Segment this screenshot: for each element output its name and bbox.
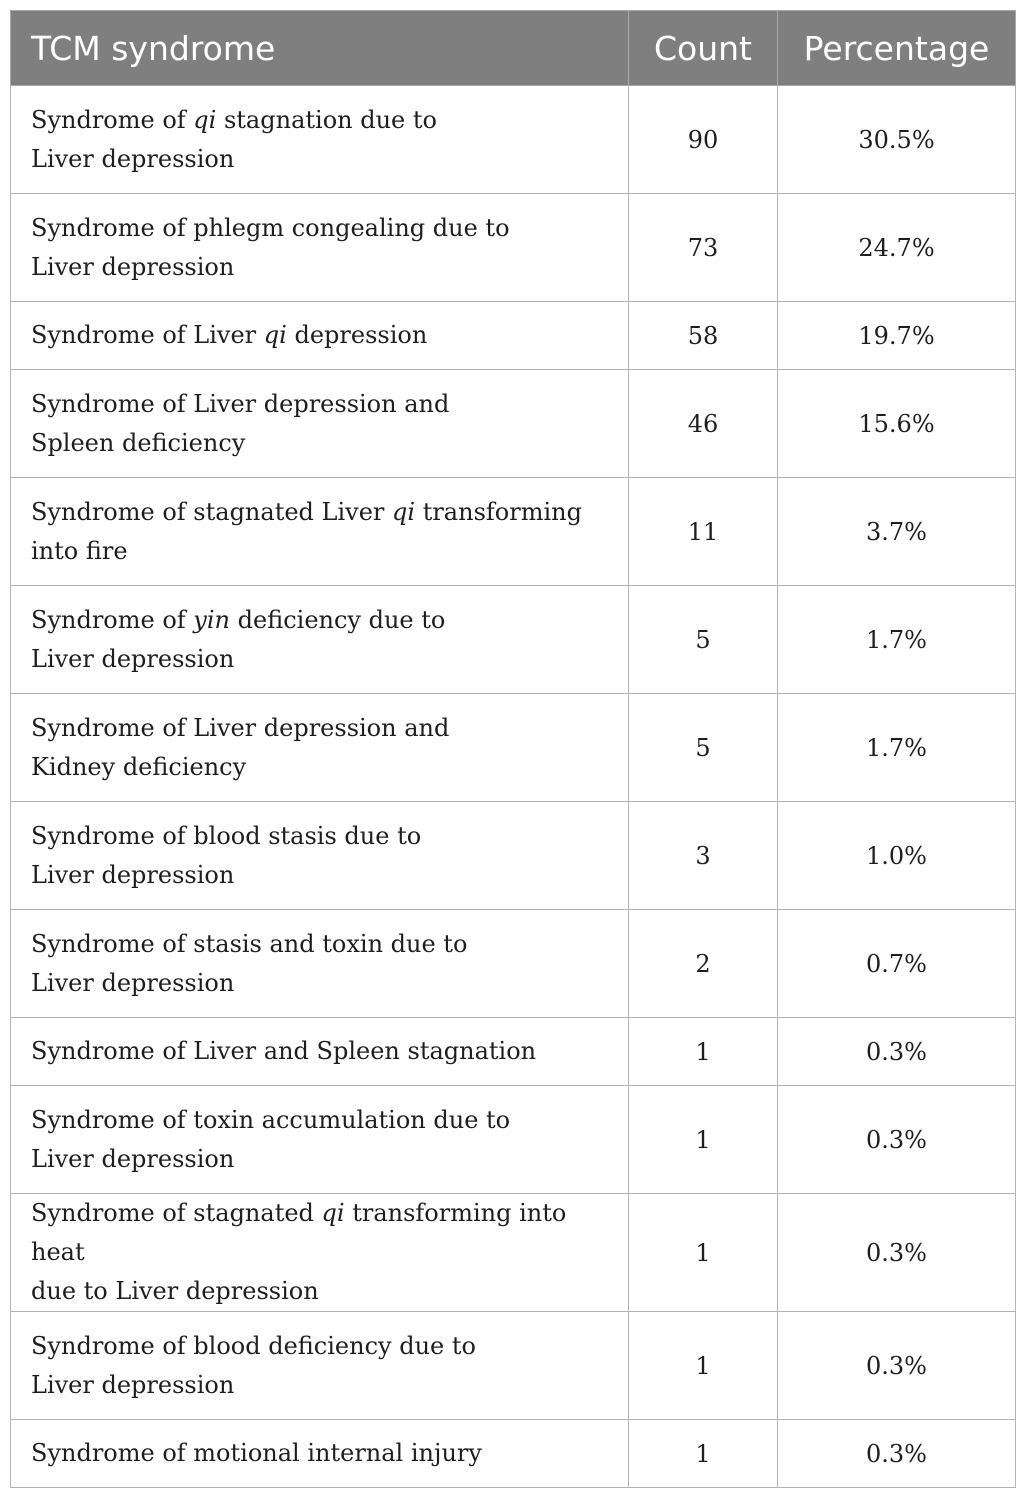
count-cell: 58 — [629, 302, 778, 370]
syndrome-text: depression — [286, 321, 428, 349]
syndrome-text: Liver depression — [31, 144, 235, 173]
syndrome-text: Syndrome of Liver depression and — [31, 389, 450, 418]
count-cell: 1 — [629, 1420, 778, 1488]
syndrome-line — [31, 385, 616, 424]
table-row — [11, 302, 1016, 370]
table-row — [11, 1194, 1016, 1312]
count-cell: 46 — [629, 370, 778, 478]
count-cell: 1 — [629, 1312, 778, 1420]
header-row — [11, 11, 1016, 86]
syndrome-line — [31, 101, 616, 140]
percentage-cell: 30.5% — [778, 86, 1016, 194]
syndrome-line — [31, 601, 616, 640]
percentage-cell: 19.7% — [778, 302, 1016, 370]
table-row — [11, 370, 1016, 478]
table-row — [11, 86, 1016, 194]
syndrome-text: Syndrome of — [31, 105, 194, 134]
percentage-cell: 15.6% — [778, 370, 1016, 478]
syndrome-line — [31, 316, 616, 355]
count-cell: 11 — [629, 478, 778, 586]
table-row — [11, 694, 1016, 802]
count-cell: 2 — [629, 910, 778, 1018]
syndrome-cell — [11, 302, 629, 370]
percentage-cell: 0.3% — [778, 1312, 1016, 1420]
header-tcm-syndrome: TCM syndrome — [11, 11, 629, 86]
table-row — [11, 586, 1016, 694]
syndrome-line — [31, 748, 616, 787]
syndrome-line — [31, 209, 616, 248]
syndrome-line — [31, 1140, 616, 1179]
syndrome-text: into fire — [31, 536, 128, 565]
syndrome-cell — [11, 86, 629, 194]
syndrome-text: Liver depression — [31, 968, 235, 997]
table-row — [11, 1086, 1016, 1194]
syndrome-term-italic: qi — [321, 1199, 345, 1227]
syndrome-line — [31, 1194, 616, 1272]
syndrome-cell — [11, 802, 629, 910]
percentage-cell: 0.3% — [778, 1420, 1016, 1488]
table-body — [11, 86, 1016, 1488]
count-cell: 1 — [629, 1086, 778, 1194]
syndrome-line — [31, 709, 616, 748]
syndrome-text: Liver depression — [31, 1144, 235, 1173]
syndrome-cell — [11, 478, 629, 586]
syndrome-term-italic: qi — [392, 497, 416, 526]
syndrome-line — [31, 1032, 616, 1071]
syndrome-text: Syndrome of phlegm congealing due to — [31, 213, 510, 242]
syndrome-cell — [11, 694, 629, 802]
percentage-cell: 1.7% — [778, 586, 1016, 694]
syndrome-text: transforming into heat — [31, 1199, 567, 1266]
header-percentage: Percentage — [778, 11, 1016, 86]
count-cell: 90 — [629, 86, 778, 194]
syndrome-line — [31, 1434, 616, 1473]
percentage-cell: 1.0% — [778, 802, 1016, 910]
count-cell: 1 — [629, 1018, 778, 1086]
syndrome-text: Syndrome of toxin accumulation due to — [31, 1105, 511, 1134]
table-row — [11, 802, 1016, 910]
syndrome-cell — [11, 1312, 629, 1420]
table-row — [11, 910, 1016, 1018]
syndrome-line — [31, 1366, 616, 1405]
count-cell: 3 — [629, 802, 778, 910]
syndrome-cell — [11, 1420, 629, 1488]
syndrome-line — [31, 532, 616, 571]
syndrome-text: Syndrome of Liver and Spleen stagnation — [31, 1037, 537, 1065]
table-row — [11, 1312, 1016, 1420]
table-row — [11, 194, 1016, 302]
count-cell: 5 — [629, 586, 778, 694]
table-row — [11, 1018, 1016, 1086]
syndrome-text: Syndrome of stagnated Liver — [31, 497, 393, 526]
syndrome-cell — [11, 1018, 629, 1086]
syndrome-text: Liver depression — [31, 644, 235, 673]
syndrome-text: Syndrome of stagnated — [31, 1199, 322, 1227]
syndrome-line — [31, 1272, 616, 1311]
percentage-cell: 0.7% — [778, 910, 1016, 1018]
syndrome-line — [31, 856, 616, 895]
syndrome-cell — [11, 586, 629, 694]
syndrome-cell — [11, 910, 629, 1018]
syndrome-text: Syndrome of Liver depression and — [31, 713, 450, 742]
syndrome-line — [31, 1101, 616, 1140]
syndrome-text: Liver depression — [31, 860, 235, 889]
syndrome-text: transforming — [415, 497, 582, 526]
syndrome-text: Syndrome of blood stasis due to — [31, 821, 422, 850]
syndrome-line — [31, 424, 616, 463]
syndrome-line — [31, 1327, 616, 1366]
syndrome-text: stagnation due to — [216, 105, 437, 134]
syndrome-text: Syndrome of blood deficiency due to — [31, 1331, 476, 1360]
syndrome-text: Spleen deficiency — [31, 428, 246, 457]
syndrome-text: due to Liver depression — [31, 1277, 319, 1305]
syndrome-line — [31, 640, 616, 679]
syndrome-text: deficiency due to — [230, 605, 446, 634]
syndrome-cell — [11, 1194, 629, 1312]
count-cell: 1 — [629, 1194, 778, 1312]
percentage-cell: 0.3% — [778, 1086, 1016, 1194]
syndrome-cell — [11, 1086, 629, 1194]
syndrome-text: Syndrome of — [31, 605, 194, 634]
syndrome-text: Syndrome of stasis and toxin due to — [31, 929, 468, 958]
syndrome-text: Syndrome of Liver — [31, 321, 264, 349]
syndrome-line — [31, 493, 616, 532]
syndrome-cell — [11, 194, 629, 302]
syndrome-text: Liver depression — [31, 252, 235, 281]
syndrome-text: Kidney deficiency — [31, 752, 247, 781]
percentage-cell: 0.3% — [778, 1018, 1016, 1086]
syndrome-cell — [11, 370, 629, 478]
percentage-cell: 1.7% — [778, 694, 1016, 802]
syndrome-line — [31, 140, 616, 179]
count-cell: 73 — [629, 194, 778, 302]
syndrome-line — [31, 817, 616, 856]
syndrome-text: Syndrome of motional internal injury — [31, 1439, 482, 1467]
count-cell: 5 — [629, 694, 778, 802]
tcm-syndrome-table — [10, 10, 1016, 1488]
syndrome-line — [31, 964, 616, 1003]
table-row — [11, 478, 1016, 586]
header-count: Count — [629, 11, 778, 86]
syndrome-term-italic: qi — [193, 105, 217, 134]
percentage-cell: 24.7% — [778, 194, 1016, 302]
syndrome-term-italic: yin — [193, 605, 230, 634]
percentage-cell: 3.7% — [778, 478, 1016, 586]
syndrome-term-italic: qi — [263, 321, 287, 349]
syndrome-text: Liver depression — [31, 1370, 235, 1399]
syndrome-line — [31, 925, 616, 964]
percentage-cell: 0.3% — [778, 1194, 1016, 1312]
syndrome-line — [31, 248, 616, 287]
table-row — [11, 1420, 1016, 1488]
